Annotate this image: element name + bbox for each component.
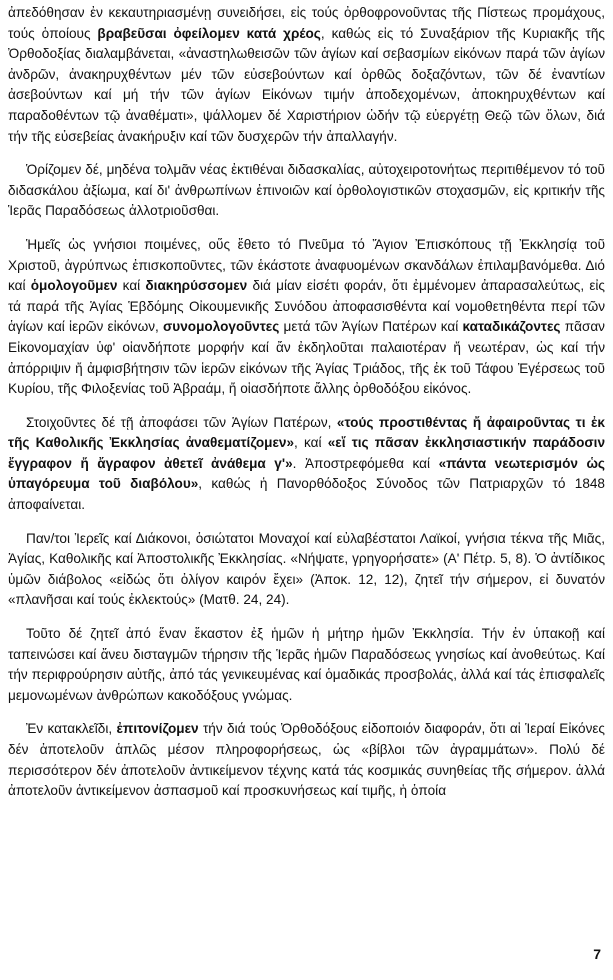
bold-phrase: ἐπιτονίζομεν [116, 721, 199, 737]
text-run: , καί [294, 435, 328, 451]
text-run: , καθώς εἰς τό Συναξάριον τῆς Κυριακῆς τῆς Ὀρθοδοξίας διαλαμβάνεται, «ἀναστηλωθεισῶν τῶν ἁγίων καί σεβασμίων εἰκόνων παρά τῶν ἁγίων ἀνδρῶν, ἀνακηρυχθέντων μέν τῶν εὐσεβούντων καί ὀρθῶς δοξαζόντων, τῶν δέ ἐναντίων ἀσεβούντων καί μή τήν τῶν ἁγίων Εἰκόνων τιμήν ἀποδεχομένων, ἀποκηρυχθέντων καί παραδοθέντων τῷ ἀναθέματι», ψάλλομεν δέ Χαριστήριον ὠδήν τῷ εὐεργέτῃ Θεῷ τῶν ὅλων, διά τήν τῆς εὐσεβείας ἀνακήρυξιν καί τῶν δυσχερῶν τήν ἀπαλλαγήν. [8, 25, 605, 144]
text-run: Τοῦτο δέ ζητεῖ ἀπό ἕναν ἕκαστον ἐξ ἡμῶν ἡ μήτηρ ἡμῶν Ἐκκλησία. Τήν ἐν ὑπακοῇ καί ταπεινώσει καί ἄνευ δισταγμῶν τήρησιν τῆς Ἱερᾶς ἡμῶν Παραδόσεως γνησίως καί ἀνοθεύτως. Καί τήν περιφρούρησιν αὐτῆς, ἀπό τάς γενικευμένας καί ὁμαδικάς προσβολάς, ἀλλά καί τάς ἐπισφαλεῖς μεμονωμένων ἀνθρώπων κακοδόξους γνώμας. [8, 626, 605, 703]
paragraph-5 [8, 529, 605, 611]
text-run: Ἐν κατακλεῖδι, [26, 721, 117, 737]
paragraph-4 [8, 413, 605, 516]
text-run: ἀπεδόθησαν ἐν κεκαυτηριασμένῃ συνειδήσει, εἰς τούς ὀρθοφρονοῦντας τῆς Πίστεως προμάχους, τούς ὁποίους [8, 5, 605, 41]
bold-phrase: «πάντα νεωτερισμόν ὡς ὑπαγόρευμα τοῦ διαβόλου» [8, 455, 606, 492]
text-run: Ὁρίζομεν δέ, μηδένα τολμᾶν νέας ἐκτιθέναι διδασκαλίας, αὐτοχειροτονήτως περιτιθέμενον τό τοῦ διδασκάλου ἀξίωμα, καί δι' ἀνθρωπίνων ἐπινοιῶν καί ὀρθολογιστικῶν στοχασμῶν, εἰς κριτικήν τῆς Ἱερᾶς Παραδόσεως ἀλλοτριοῦσθαι. [8, 162, 605, 219]
document-page [8, 3, 605, 815]
page-number: 7 [593, 946, 601, 962]
text-run: πᾶσαν Εἰκονομαχίαν ὑφ' οἱανδήποτε μορφήν καί ἄν ἐκδηλοῦται παλαιοτέραν ἤ νεωτέραν, ὡς καί τήν ἀπόρριψιν ἤ ἀμφισβήτησιν τῶν ἱερῶν εἰκόνων τῆς Ἁγίας Τριάδος, τῆς ἐκ τοῦ Τάφου Ἐγέρσεως τοῦ Κυρίου, τῆς Φιλοξενίας τοῦ Ἀβραάμ, ἤ οἱασδήποτε ἄλλης ὀρθοδόξου εἰκόνος. [8, 319, 605, 397]
bold-phrase: ὁμολογοῦμεν [30, 278, 118, 294]
bold-phrase: συνομολογοῦντες [163, 319, 280, 335]
paragraph-7 [8, 719, 605, 801]
bold-phrase: βραβεῦσαι ὀφείλομεν κατά χρέος [97, 25, 321, 41]
paragraph-6 [8, 624, 605, 706]
text-run: Στοιχοῦντες δέ τῇ ἀποφάσει τῶν Ἁγίων Πατέρων, [26, 414, 337, 430]
paragraph-3 [8, 235, 605, 400]
paragraph-1 [8, 3, 605, 147]
text-run: μετά τῶν Ἁγίων Πατέρων καί [279, 319, 463, 335]
text-run: διά μίαν εἰσέτι φοράν, ὅτι ἐμμένομεν ἀπαρασαλεύτως, εἰς τά παρά τῆς Ἁγίας Ἑβδόμης Οἰκουμενικῆς Συνόδου ἀποφασισθέντα καί νομοθετηθέντα περί τῶν ἁγίων καί ἱερῶν εἰκόνων, [8, 278, 605, 335]
bold-phrase: «τούς προστιθέντας ἤ ἀφαιροῦντας τι ἐκ τῆς Καθολικῆς Ἐκκλησίας ἀναθεματίζομεν» [8, 414, 605, 451]
text-run: . Ἀποστρεφόμεθα καί [292, 455, 439, 471]
paragraph-2 [8, 160, 605, 222]
text-run: καί [117, 278, 146, 294]
bold-phrase: «εἴ τις πᾶσαν ἐκκλησιαστικήν παράδοσιν ἔγγραφον ἤ ἄγραφον ἀθετεῖ ἀνάθεμα γ'» [8, 435, 606, 471]
text-run: τήν διά τούς Ὀρθοδόξους εἰδοποιόν διαφοράν, ὅτι αἱ Ἱεραί Εἰκόνες δέν ἀποτελοῦν ἁπλῶς μέσον πληροφορήσεως, ὡς «βίβλοι τῶν ἀγραμμάτων». Πολύ δέ περισσότερον δέν ἀποτελοῦν ἀντικείμενον τέχνης κατά τάς κοσμικάς συνηθείας τῆς σήμερον. ἀλλά ἀποτελοῦν ἀντικείμενον ἀσπασμοῦ καί προσκυνήσεως καί τιμῆς, ἡ ὁποία [8, 721, 605, 799]
text-run: Παν/τοι Ἱερεῖς καί Διάκονοι, ὁσιώτατοι Μοναχοί καί εὐλαβέστατοι Λαϊκοί, γνήσια τέκνα τῆς Μιᾶς, Ἁγίας, Καθολικῆς καί Ἀποστολικῆς Ἐκκλησίας. «Νήψατε, γρηγορήσατε» (Α' Πέτρ. 5, 8). Ὁ ἀντίδικος ὑμῶν διάβολος «εἰδώς ὅτι ὀλίγον καιρόν ἔχει» (Ἀποκ. 12, 12), ζητεῖ τήν σήμερον, εἰ δυνατόν «πλανῆσαι καί τούς ἐκλεκτούς» (Ματθ. 24, 24). [8, 530, 605, 608]
bold-phrase: καταδικάζοντες [462, 319, 561, 335]
bold-phrase: διακηρύσσομεν [145, 278, 248, 294]
text-run: Ἡμεῖς ὡς γνήσιοι ποιμένες, οὕς ἔθετο τό Πνεῦμα τό Ἅγιον Ἐπισκόπους τῇ Ἐκκλησίᾳ τοῦ Χριστοῦ, ἀγρύπνως ἐπισκοποῦντες, τῶν ἑκάστοτε ἀναφυομένων σκανδάλων ἐπιλαμβανόμεθα. Διό καί [8, 236, 605, 294]
text-run: , καθώς ἡ Πανορθόδοξος Σύνοδος τῶν Πατριαρχῶν τό 1848 ἀποφαίνεται. [8, 476, 605, 513]
